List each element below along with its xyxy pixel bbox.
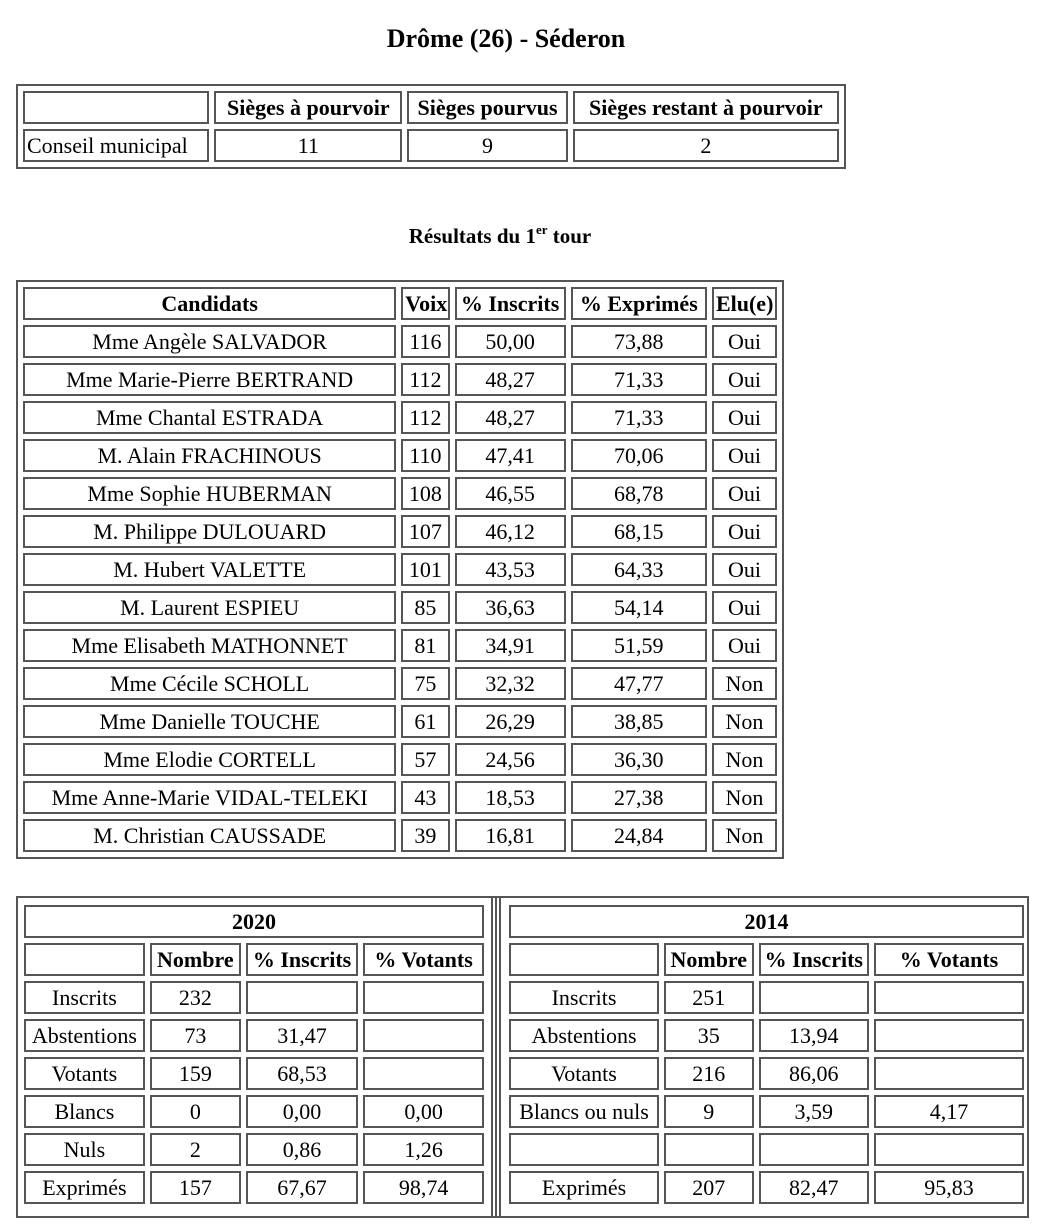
turnout-pct-voters: 95,83 bbox=[874, 1171, 1024, 1204]
candidate-row bbox=[23, 705, 777, 738]
candidate-row bbox=[23, 439, 777, 472]
turnout-header-count: Nombre bbox=[150, 943, 241, 976]
candidate-pct-cast: 68,78 bbox=[571, 477, 707, 510]
candidate-votes: 112 bbox=[401, 401, 449, 434]
turnout-pct-registered: 68,53 bbox=[246, 1057, 358, 1090]
candidate-pct-cast: 68,15 bbox=[571, 515, 707, 548]
turnout-pct-registered: 0,86 bbox=[246, 1133, 358, 1166]
turnout-pct-voters: 0,00 bbox=[363, 1095, 484, 1128]
candidate-row bbox=[23, 477, 777, 510]
candidate-pct-cast: 36,30 bbox=[571, 743, 707, 776]
candidate-pct-registered: 46,12 bbox=[455, 515, 566, 548]
candidate-elected: Oui bbox=[712, 401, 777, 434]
turnout-pct-registered: 86,06 bbox=[759, 1057, 869, 1090]
candidate-name: M. Hubert VALETTE bbox=[23, 553, 396, 586]
seats-row bbox=[23, 129, 839, 162]
results-title-sup: er bbox=[535, 222, 548, 237]
candidate-name: M. Philippe DULOUARD bbox=[23, 515, 396, 548]
turnout-count: 0 bbox=[150, 1095, 241, 1128]
results-title bbox=[0, 224, 1000, 249]
turnout-pct-voters bbox=[874, 1019, 1024, 1052]
turnout-pct-voters bbox=[363, 1057, 484, 1090]
candidate-votes: 116 bbox=[401, 325, 449, 358]
candidate-pct-cast: 38,85 bbox=[571, 705, 707, 738]
candidate-row bbox=[23, 325, 777, 358]
seats-header-empty bbox=[23, 91, 209, 124]
turnout-table-2020 bbox=[19, 900, 489, 1209]
candidate-pct-cast: 47,77 bbox=[571, 667, 707, 700]
candidate-elected: Non bbox=[712, 667, 777, 700]
candidate-pct-registered: 18,53 bbox=[455, 781, 566, 814]
turnout-pct-registered bbox=[759, 1133, 869, 1166]
turnout-pct-voters bbox=[874, 1133, 1024, 1166]
turnout-pct-registered: 31,47 bbox=[246, 1019, 358, 1052]
turnout-header-label bbox=[509, 943, 659, 976]
turnout-header-pct-registered: % Inscrits bbox=[246, 943, 358, 976]
table-divider bbox=[489, 898, 503, 1216]
turnout-header-count: Nombre bbox=[664, 943, 754, 976]
candidate-votes: 75 bbox=[401, 667, 449, 700]
turnout-pct-voters bbox=[363, 981, 484, 1014]
candidate-row bbox=[23, 629, 777, 662]
candidate-row bbox=[23, 781, 777, 814]
candidate-pct-registered: 16,81 bbox=[455, 819, 566, 852]
candidate-pct-cast: 64,33 bbox=[571, 553, 707, 586]
candidate-votes: 61 bbox=[401, 705, 449, 738]
turnout-label: Blancs bbox=[24, 1095, 145, 1128]
turnout-pct-registered: 0,00 bbox=[246, 1095, 358, 1128]
candidate-pct-registered: 32,32 bbox=[455, 667, 566, 700]
turnout-year: 2020 bbox=[24, 905, 484, 938]
candidate-elected: Oui bbox=[712, 591, 777, 624]
candidate-name: Mme Cécile SCHOLL bbox=[23, 667, 396, 700]
candidate-row bbox=[23, 515, 777, 548]
candidate-elected: Non bbox=[712, 819, 777, 852]
turnout-label: Exprimés bbox=[509, 1171, 659, 1204]
turnout-row bbox=[24, 1133, 484, 1166]
candidate-name: M. Christian CAUSSADE bbox=[23, 819, 396, 852]
turnout-header-label bbox=[24, 943, 145, 976]
turnout-pct-registered: 3,59 bbox=[759, 1095, 869, 1128]
turnout-label: Inscrits bbox=[509, 981, 659, 1014]
seats-header-row bbox=[23, 91, 839, 124]
turnout-row bbox=[24, 1095, 484, 1128]
turnout-pct-voters: 98,74 bbox=[363, 1171, 484, 1204]
candidate-pct-registered: 47,41 bbox=[455, 439, 566, 472]
header-elected: Elu(e) bbox=[712, 287, 777, 320]
turnout-pct-registered: 82,47 bbox=[759, 1171, 869, 1204]
turnout-label: Votants bbox=[24, 1057, 145, 1090]
seats-remaining-value: 2 bbox=[573, 129, 839, 162]
candidate-name: Mme Sophie HUBERMAN bbox=[23, 477, 396, 510]
turnout-header-pct-voters: % Votants bbox=[874, 943, 1024, 976]
candidate-elected: Oui bbox=[712, 363, 777, 396]
header-votes: Voix bbox=[401, 287, 449, 320]
candidate-votes: 108 bbox=[401, 477, 449, 510]
seats-filled-value: 9 bbox=[407, 129, 567, 162]
turnout-label: Inscrits bbox=[24, 981, 145, 1014]
results-title-end: tour bbox=[547, 224, 592, 248]
candidate-name: Mme Elisabeth MATHONNET bbox=[23, 629, 396, 662]
seats-header-to-fill: Sièges à pourvoir bbox=[214, 91, 402, 124]
candidate-votes: 85 bbox=[401, 591, 449, 624]
candidate-row bbox=[23, 667, 777, 700]
page-title: Drôme (26) - Séderon bbox=[386, 24, 626, 53]
candidate-votes: 112 bbox=[401, 363, 449, 396]
turnout-row bbox=[509, 1057, 1024, 1090]
candidate-elected: Oui bbox=[712, 515, 777, 548]
turnout-label: Abstentions bbox=[24, 1019, 145, 1052]
turnout-pct-voters bbox=[874, 1057, 1024, 1090]
candidate-pct-registered: 48,27 bbox=[455, 401, 566, 434]
candidate-pct-registered: 48,27 bbox=[455, 363, 566, 396]
candidate-pct-registered: 50,00 bbox=[455, 325, 566, 358]
turnout-row bbox=[509, 1171, 1024, 1204]
candidate-pct-cast: 27,38 bbox=[571, 781, 707, 814]
header-candidates: Candidats bbox=[23, 287, 396, 320]
candidate-name: Mme Chantal ESTRADA bbox=[23, 401, 396, 434]
turnout-label: Votants bbox=[509, 1057, 659, 1090]
candidate-pct-cast: 71,33 bbox=[571, 401, 707, 434]
seats-header-remaining: Sièges restant à pourvoir bbox=[573, 91, 839, 124]
seats-to-fill-value: 11 bbox=[214, 129, 402, 162]
candidate-name: M. Alain FRACHINOUS bbox=[23, 439, 396, 472]
turnout-pct-voters: 4,17 bbox=[874, 1095, 1024, 1128]
candidate-name: M. Laurent ESPIEU bbox=[23, 591, 396, 624]
seats-header-filled: Sièges pourvus bbox=[407, 91, 567, 124]
candidate-pct-registered: 43,53 bbox=[455, 553, 566, 586]
candidate-elected: Non bbox=[712, 781, 777, 814]
candidate-name: Mme Angèle SALVADOR bbox=[23, 325, 396, 358]
candidate-pct-cast: 24,84 bbox=[571, 819, 707, 852]
turnout-count: 9 bbox=[664, 1095, 754, 1128]
candidate-name: Mme Danielle TOUCHE bbox=[23, 705, 396, 738]
turnout-header-row bbox=[24, 943, 484, 976]
results-header-row bbox=[23, 287, 777, 320]
turnout-pct-registered: 67,67 bbox=[246, 1171, 358, 1204]
candidate-name: Mme Marie-Pierre BERTRAND bbox=[23, 363, 396, 396]
candidate-elected: Non bbox=[712, 705, 777, 738]
candidate-name: Mme Elodie CORTELL bbox=[23, 743, 396, 776]
turnout-table-2014 bbox=[504, 900, 1029, 1209]
turnout-pct-voters bbox=[874, 981, 1024, 1014]
candidate-pct-cast: 51,59 bbox=[571, 629, 707, 662]
turnout-row bbox=[509, 1095, 1024, 1128]
candidate-votes: 81 bbox=[401, 629, 449, 662]
turnout-year-row bbox=[24, 905, 484, 938]
turnout-count: 232 bbox=[150, 981, 241, 1014]
candidate-pct-cast: 70,06 bbox=[571, 439, 707, 472]
seats-row-label: Conseil municipal bbox=[23, 129, 209, 162]
seats-table bbox=[16, 84, 846, 169]
candidate-pct-registered: 36,63 bbox=[455, 591, 566, 624]
turnout-pct-registered bbox=[759, 981, 869, 1014]
turnout-count: 35 bbox=[664, 1019, 754, 1052]
candidate-votes: 101 bbox=[401, 553, 449, 586]
turnout-row bbox=[509, 1133, 1024, 1166]
turnout-count: 2 bbox=[150, 1133, 241, 1166]
candidate-row bbox=[23, 743, 777, 776]
turnout-pct-voters bbox=[363, 1019, 484, 1052]
turnout-label: Abstentions bbox=[509, 1019, 659, 1052]
turnout-count: 216 bbox=[664, 1057, 754, 1090]
candidate-votes: 110 bbox=[401, 439, 449, 472]
candidate-elected: Oui bbox=[712, 553, 777, 586]
candidate-votes: 57 bbox=[401, 743, 449, 776]
turnout-year: 2014 bbox=[509, 905, 1024, 938]
turnout-count: 157 bbox=[150, 1171, 241, 1204]
candidate-votes: 43 bbox=[401, 781, 449, 814]
candidate-pct-cast: 54,14 bbox=[571, 591, 707, 624]
candidate-elected: Oui bbox=[712, 629, 777, 662]
turnout-label: Nuls bbox=[24, 1133, 145, 1166]
candidate-elected: Oui bbox=[712, 439, 777, 472]
candidate-pct-cast: 73,88 bbox=[571, 325, 707, 358]
candidate-votes: 39 bbox=[401, 819, 449, 852]
turnout-count: 159 bbox=[150, 1057, 241, 1090]
candidate-pct-registered: 26,29 bbox=[455, 705, 566, 738]
candidate-pct-registered: 24,56 bbox=[455, 743, 566, 776]
turnout-count bbox=[664, 1133, 754, 1166]
turnout-count: 207 bbox=[664, 1171, 754, 1204]
turnout-count: 73 bbox=[150, 1019, 241, 1052]
turnout-row bbox=[24, 1019, 484, 1052]
turnout-row bbox=[509, 1019, 1024, 1052]
results-table bbox=[16, 280, 784, 859]
turnout-label: Exprimés bbox=[24, 1171, 145, 1204]
candidate-row bbox=[23, 591, 777, 624]
candidate-pct-cast: 71,33 bbox=[571, 363, 707, 396]
candidate-elected: Oui bbox=[712, 325, 777, 358]
candidate-elected: Non bbox=[712, 743, 777, 776]
turnout-year-row bbox=[509, 905, 1024, 938]
candidate-row bbox=[23, 819, 777, 852]
candidate-name: Mme Anne-Marie VIDAL-TELEKI bbox=[23, 781, 396, 814]
turnout-pct-registered bbox=[246, 981, 358, 1014]
turnout-row bbox=[509, 981, 1024, 1014]
results-title-main: Résultats du 1 bbox=[408, 224, 536, 248]
candidate-row bbox=[23, 401, 777, 434]
header-pct-cast: % Exprimés bbox=[571, 287, 707, 320]
candidate-elected: Oui bbox=[712, 477, 777, 510]
candidate-votes: 107 bbox=[401, 515, 449, 548]
turnout-row bbox=[24, 981, 484, 1014]
turnout-pct-voters: 1,26 bbox=[363, 1133, 484, 1166]
turnout-row bbox=[24, 1057, 484, 1090]
turnout-row bbox=[24, 1171, 484, 1204]
turnout-header-row bbox=[509, 943, 1024, 976]
header-pct-registered: % Inscrits bbox=[455, 287, 566, 320]
turnout-header-pct-voters: % Votants bbox=[363, 943, 484, 976]
turnout-label bbox=[509, 1133, 659, 1166]
turnout-pct-registered: 13,94 bbox=[759, 1019, 869, 1052]
turnout-header-pct-registered: % Inscrits bbox=[759, 943, 869, 976]
turnout-count: 251 bbox=[664, 981, 754, 1014]
candidate-pct-registered: 34,91 bbox=[455, 629, 566, 662]
turnout-comparison bbox=[16, 896, 1029, 1218]
candidate-row bbox=[23, 363, 777, 396]
candidate-row bbox=[23, 553, 777, 586]
candidate-pct-registered: 46,55 bbox=[455, 477, 566, 510]
turnout-label: Blancs ou nuls bbox=[509, 1095, 659, 1128]
